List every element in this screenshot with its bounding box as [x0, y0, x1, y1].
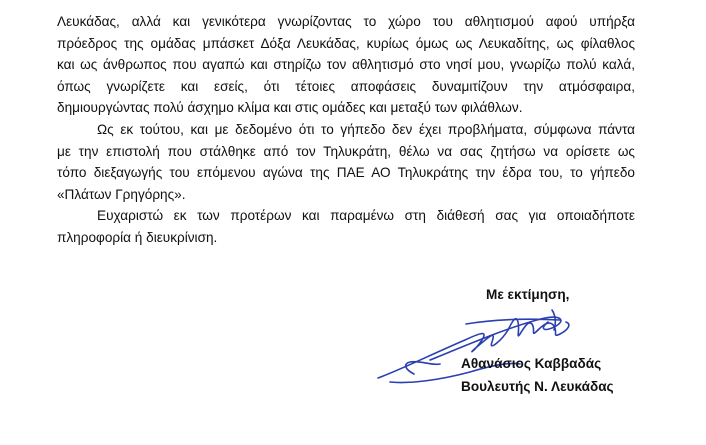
signature-icon [370, 300, 620, 390]
letter-body [57, 11, 635, 249]
paragraph-2-line-3: τόπο διεξαγωγής του επόμενου αγώνα της ΠΑΕ ΑΟ Τηλυκράτης την έδρα του, το γήπεδο [57, 165, 635, 181]
paragraph-1-line-3: και ως άνθρωπος που αγαπώ και στηρίζω τον αθλητισμό στο νησί μου, γνωρίζω πολύ καλά, [57, 57, 635, 73]
paragraph-1-line-1: Λευκάδας, αλλά και γενικότερα γνωρίζοντας το χώρο του αθλητισμού αφού υπήρξα [57, 14, 635, 29]
signatory-title: Βουλευτής Ν. Λευκάδας [461, 379, 614, 394]
paragraph-1-line-5: δημιουργώντας πολύ άσχημο κλίμα και στις ομάδες και μεταξύ των φιλάθλων. [57, 100, 523, 116]
paragraph-3-line-1: Ευχαριστώ εκ των προτέρων και παραμένω στη διάθεσή σας για οποιαδήποτε [97, 208, 635, 224]
closing-salutation: Με εκτίμηση, [486, 287, 570, 302]
paragraph-2-line-2: με την επιστολή που στάλθηκε από τον Τηλυκράτη, θέλω να σας ζητήσω να ορίσετε ως [57, 143, 635, 159]
paragraph-3-line-2: πληροφορία ή διευκρίνιση. [57, 229, 218, 245]
paragraph-1-line-2: πρόεδρος της ομάδας μπάσκετ Δόξα Λευκάδας, κυρίως όμως ως Λευκαδίτης, ως φίλαθλος [57, 35, 635, 51]
paragraph-2-line-4: «Πλάτων Γρηγόρης». [57, 186, 186, 202]
signatory-name: Αθανάσιος Καββαδάς [461, 356, 602, 371]
paragraph-1-line-4: όπως γνωρίζετε και εσείς, ότι τέτοιες αποφάσεις δυναμιτίζουν την ατμόσφαιρα, [57, 78, 635, 94]
paragraph-2-line-1: Ως εκ τούτου, και με δεδομένο ότι το γήπεδο δεν έχει προβλήματα, σύμφωνα πάντα [97, 121, 635, 137]
